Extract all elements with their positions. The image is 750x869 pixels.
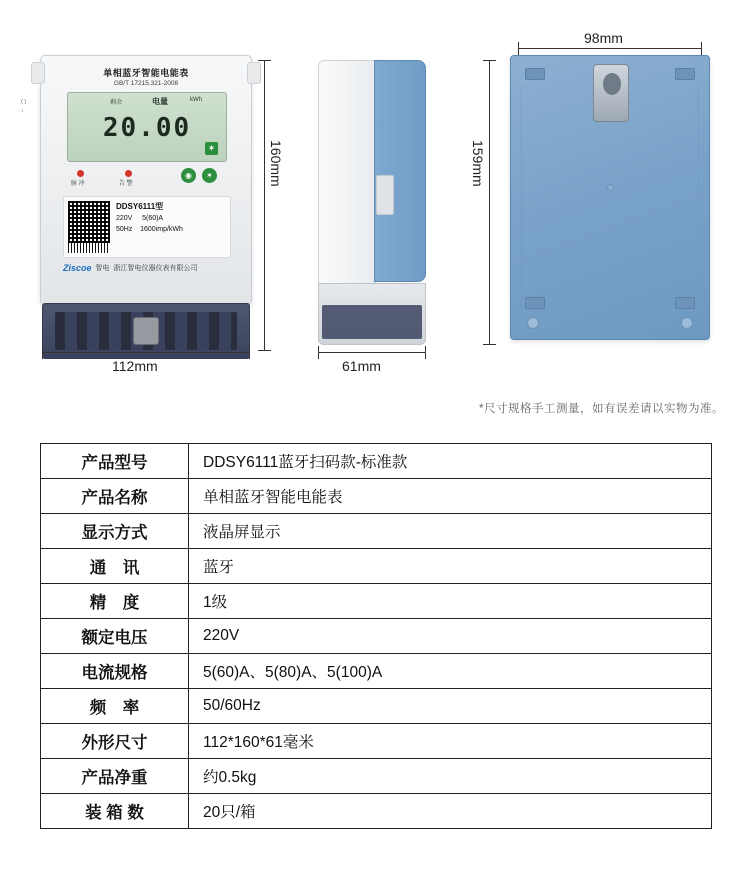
meter-standard-text: GB/T 17215.321-2008 xyxy=(113,80,179,87)
nameplate-frequency: 50Hz xyxy=(116,226,133,233)
nameplate-model: DDSY6111型 xyxy=(116,202,164,211)
front-width-tick-right xyxy=(249,346,250,359)
nameplate xyxy=(63,196,231,258)
table-row xyxy=(41,689,712,724)
pulse-label: 脉 冲 xyxy=(71,181,85,187)
alarm-label: 告 警 xyxy=(119,181,133,187)
meter-body xyxy=(21,55,252,305)
side-width-label: 61mm xyxy=(342,358,381,374)
front-height-dim-line xyxy=(264,60,265,350)
spec-value: 50/60Hz xyxy=(189,689,712,724)
table-row xyxy=(41,654,712,689)
display-switch-icon[interactable]: ◉ xyxy=(181,168,196,183)
front-height-tick-top xyxy=(258,60,271,61)
brand-company: 浙江智电仪器仪表有限公司 xyxy=(113,265,198,272)
lcd-value: 20.00 xyxy=(102,113,192,143)
table-row xyxy=(41,759,712,794)
front-height-tick-bottom xyxy=(258,350,271,351)
side-width-tick-left xyxy=(318,346,319,359)
back-slot-tr xyxy=(675,68,695,80)
spec-key: 显示方式 xyxy=(41,514,189,549)
spec-key: 电流规格 xyxy=(41,654,189,689)
pulse-led-icon xyxy=(77,170,84,177)
lcd-header-row xyxy=(74,97,220,107)
back-width-tick-right xyxy=(701,42,702,55)
brand-logo: Ziscoe xyxy=(63,263,92,273)
spec-key: 产品型号 xyxy=(41,444,189,479)
spec-value: DDSY6111蓝牙扫码款-标准款 xyxy=(189,444,712,479)
spec-value: 20只/箱 xyxy=(189,794,712,829)
terminal-cover xyxy=(42,303,250,359)
back-slot-br xyxy=(675,297,695,309)
spec-value: 1级 xyxy=(189,584,712,619)
back-hole-bl xyxy=(527,317,539,329)
meter-side-view xyxy=(310,55,440,345)
back-height-dim-line xyxy=(489,60,490,345)
spec-value: 5(60)A、5(80)A、5(100)A xyxy=(189,654,712,689)
lcd-screen xyxy=(67,92,227,162)
back-edge-line-right xyxy=(698,86,699,316)
lcd-label-unit: kWh xyxy=(190,97,202,103)
back-housing xyxy=(510,55,710,340)
back-width-label: 98mm xyxy=(578,30,629,46)
back-slot-bl xyxy=(525,297,545,309)
spec-key: 产品名称 xyxy=(41,479,189,514)
meter-front-view xyxy=(21,55,252,345)
front-width-label: 112mm xyxy=(112,358,158,374)
specification-table-wrapper xyxy=(40,443,712,829)
spec-key: 外形尺寸 xyxy=(41,724,189,759)
side-width-dim-line xyxy=(318,352,426,353)
nameplate-current: 5(60)A xyxy=(142,215,164,222)
meter-title-text: 单相蓝牙智能电能表 xyxy=(103,68,189,78)
specification-table-body xyxy=(41,444,712,829)
spec-key: 额定电压 xyxy=(41,619,189,654)
spec-key: 产品净重 xyxy=(41,759,189,794)
brand-logo-sub: 智电 xyxy=(95,265,110,272)
lcd-label-remaining: 剩余 xyxy=(110,100,123,106)
spec-value: 单相蓝牙智能电能表 xyxy=(189,479,712,514)
back-width-dim-line xyxy=(518,48,702,49)
bluetooth-pair-icon[interactable]: ✶ xyxy=(202,168,217,183)
spec-key: 装 箱 数 xyxy=(41,794,189,829)
barcode-icon xyxy=(68,243,110,253)
spec-value: 约0.5kg xyxy=(189,759,712,794)
alarm-led-icon xyxy=(125,170,132,177)
back-hole-br xyxy=(681,317,693,329)
din-rail-clip xyxy=(593,64,629,122)
measurement-disclaimer: *尺寸规格手工测量，如有误差请以实物为准。 xyxy=(479,403,724,415)
table-row xyxy=(41,724,712,759)
back-height-tick-top xyxy=(483,60,496,61)
nameplate-constant: 1600imp/kWh xyxy=(140,226,183,233)
table-row xyxy=(41,444,712,479)
table-row xyxy=(41,549,712,584)
terminal-clip xyxy=(133,317,159,345)
back-center-hole xyxy=(607,184,614,191)
brand-row xyxy=(63,261,238,275)
table-row xyxy=(41,794,712,829)
back-height-tick-bottom xyxy=(483,344,496,345)
spec-value: 蓝牙 xyxy=(189,549,712,584)
spec-value: 112*160*61毫米 xyxy=(189,724,712,759)
indicator-button-row xyxy=(69,168,225,190)
table-row xyxy=(41,619,712,654)
front-width-dim-line xyxy=(42,352,250,353)
back-slot-tl xyxy=(525,68,545,80)
back-width-tick-left xyxy=(518,42,519,55)
lcd-label-energy: 电量 xyxy=(152,97,168,106)
spec-value: 220V xyxy=(189,619,712,654)
back-height-label: 159mm xyxy=(470,140,486,187)
table-row xyxy=(41,479,712,514)
side-terminal-cover xyxy=(322,305,422,339)
side-width-tick-right xyxy=(425,346,426,359)
front-height-label: 160mm xyxy=(268,140,284,187)
table-row xyxy=(41,514,712,549)
side-housing-back xyxy=(374,60,426,282)
qr-code-icon xyxy=(68,201,110,243)
nameplate-voltage: 220V xyxy=(116,215,133,222)
nameplate-text xyxy=(116,201,183,235)
bluetooth-icon: ✶ xyxy=(205,142,218,155)
spec-value: 液晶屏显示 xyxy=(189,514,712,549)
spec-key: 通 讯 xyxy=(41,549,189,584)
lcd-side-marks: ( ) ↓ xyxy=(21,99,27,114)
specification-table xyxy=(40,443,712,829)
spec-key: 精 度 xyxy=(41,584,189,619)
spec-key: 频 率 xyxy=(41,689,189,724)
table-row xyxy=(41,584,712,619)
product-image-area xyxy=(0,0,750,430)
front-width-tick-left xyxy=(42,346,43,359)
meter-back-view xyxy=(510,55,710,345)
back-edge-line-left xyxy=(521,86,522,316)
side-notch xyxy=(376,175,394,215)
